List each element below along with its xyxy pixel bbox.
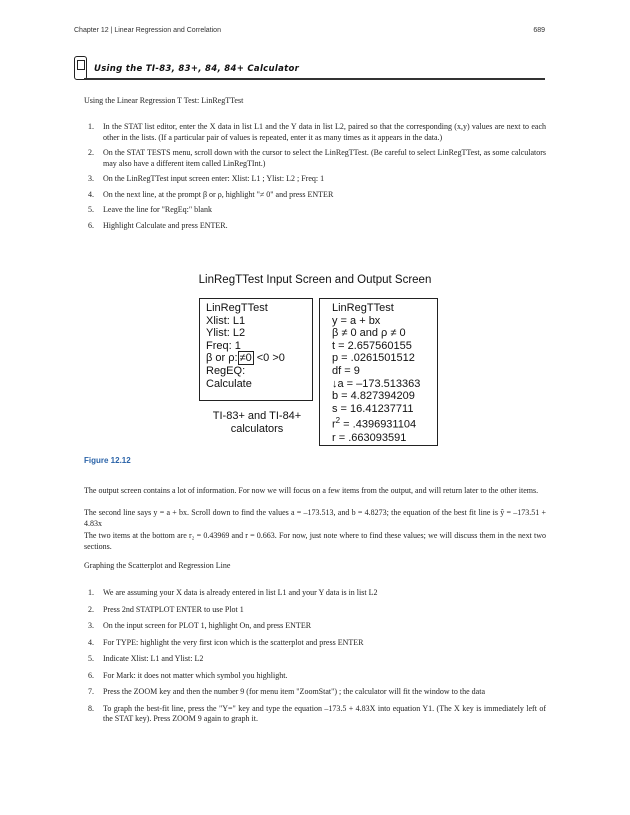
- input-line: RegEQ:: [206, 364, 246, 377]
- output-line: b = 4.827394209: [332, 390, 415, 403]
- list-item: 4. For TYPE: highlight the very first icon which is the scatterplot and press ENTER: [88, 637, 364, 647]
- discussion-paragraph: The second line says y = a + bx. Scroll down to find the values a = –173.513, and b = 4.8273; the equation of the best fit line is ŷ = –173.51 + 4.83x: [84, 508, 546, 528]
- device-label: TI-83+ and TI-84+ calculators: [212, 410, 302, 435]
- output-screen: [319, 298, 438, 446]
- calculator-banner: [74, 56, 545, 82]
- list-item: 4. On the next line, at the prompt β or ρ, highlight "≠ 0" and press ENTER: [88, 189, 334, 199]
- figure-caption: Figure 12.12: [84, 456, 131, 465]
- output-line: ↓a = –173.513363: [332, 377, 421, 390]
- section-intro: Using the Linear Regression T Test: LinRegTTest: [84, 96, 244, 105]
- output-line: β ≠ 0 and ρ ≠ 0: [332, 327, 406, 340]
- output-line: df = 9: [332, 364, 360, 377]
- list-item: 2. Press 2nd STATPLOT ENTER to use Plot 1: [88, 604, 244, 614]
- output-line: p = .0261501512: [332, 352, 415, 365]
- list-item: 1. We are assuming your X data is already entered in list L1 and your Y data is in list L2: [88, 588, 378, 597]
- list-item: 7. Press the ZOOM key and then the number 9 (for menu item "ZoomStat") ; the calculator will fit the window to the data: [88, 687, 485, 696]
- calculator-icon: [74, 56, 87, 80]
- list-item: 6. For Mark: it does not matter which symbol you highlight.: [88, 670, 288, 680]
- banner-title: Using the TI-83, 83+, 84, 84+ Calculator: [94, 64, 300, 74]
- list-item: 3. On the LinRegTTest input screen enter: Xlist: L1 ; Ylist: L2 ; Freq: 1: [88, 174, 325, 183]
- section-heading: Graphing the Scatterplot and Regression Line: [84, 561, 231, 570]
- steps-list-2: [84, 588, 546, 725]
- output-line: t = 2.657560155: [332, 339, 412, 352]
- selected-option: ≠0: [239, 352, 252, 365]
- list-item: 6. Highlight Calculate and press ENTER.: [88, 220, 228, 230]
- input-line: Freq: 1: [206, 339, 241, 352]
- steps-list-1: [84, 122, 546, 231]
- input-line: Ylist: L2: [206, 327, 246, 340]
- input-line: β or ρ: ≠0 <0 >0: [206, 352, 285, 365]
- input-line: LinRegTTest: [206, 302, 268, 314]
- list-item: 8. To graph the best-fit line, press the "Y=" key and type the equation –173.5 + 4.83X into equation Y1. (The X key is immediately left of the STAT key). Press ZOOM 9 again to graph it.: [88, 703, 546, 723]
- input-line: Calculate: [206, 377, 252, 390]
- discussion-paragraph: The output screen contains a lot of information. For now we will focus on a few items from the output, and will return later to the other items.: [84, 486, 539, 495]
- list-item: 5. Leave the line for "RegEq:" blank: [88, 205, 212, 214]
- input-screen: [199, 298, 313, 401]
- discussion-paragraph: The two items at the bottom are r₂ = 0.43969 and r = 0.663. For now, just note where to find these values; we will discuss them in the next two sections.: [84, 531, 546, 551]
- output-line: LinRegTTest: [332, 302, 394, 314]
- list-item: 1. In the STAT list editor, enter the X data in list L1 and the Y data in list L2, paired so that the corresponding (x,y) values are next to each other in the lists. (If a particular pair of values is repeated, enter it as many times as it appears in the data.): [88, 122, 546, 142]
- banner-rule: [84, 78, 545, 80]
- output-line: $r^2 = .4396931104$: [332, 416, 417, 431]
- list-item: 3. On the input screen for PLOT 1, highlight On, and press ENTER: [88, 621, 312, 630]
- output-line: r = .663093591: [332, 431, 407, 444]
- list-item: 5. Indicate Xlist: L1 and Ylist: L2: [88, 654, 204, 663]
- output-line: y = a + bx: [332, 314, 381, 327]
- input-line: Xlist: L1: [206, 314, 246, 327]
- output-line: s = 16.41237711: [332, 402, 414, 415]
- page-number: 689: [533, 27, 545, 34]
- figure-title: LinRegTTest Input Screen and Output Screen: [198, 274, 432, 286]
- list-item: 2. On the STAT TESTS menu, scroll down with the cursor to select the LinRegTTest. (Be careful to select LinRegTTest, as some calculators may also have a different item called LinRegTInt.): [88, 148, 546, 168]
- chapter-header: Chapter 12 | Linear Regression and Correlation: [74, 27, 221, 34]
